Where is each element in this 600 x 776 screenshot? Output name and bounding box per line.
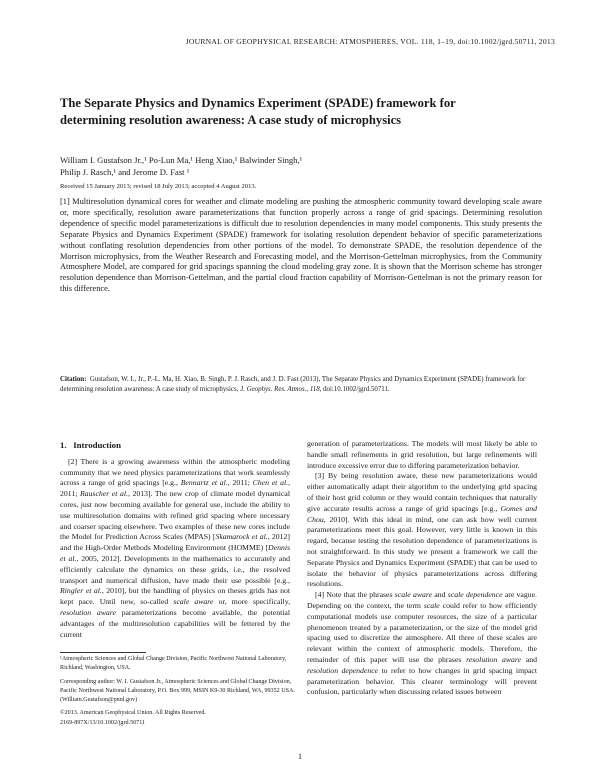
body-text: , 2011; (227, 478, 250, 488)
paragraph-3 (307, 471, 537, 590)
body-text: There is a growing awareness within the atmospheric modeling community that we need physics parameterizations that work seamlessly across a range of grid spacings [e.g., (60, 456, 290, 488)
abstract-text: Multiresolution dynamical cores for weather and climate modeling are pushing the atmospheric community toward developing scale aware or, more specifically, resolution aware parameterizations that function properly across a range of grid spacings. Determining resolution dependence of specific model parameterizations is difficult due to resolution dependencies in many model components. This study presents the Separate Physics and Dynamics Experiment (SPADE) framework for isolating resolution dependent behavior of specific parameterizations without conflating resolution dependencies from other portions of the model. To demonstrate SPADE, the resolution dependence of the Morrison microphysics, from the Weather Research and Forecasting model, and the Morrison-Gettelman microphysics, from the Community Atmosphere Model, are compared for grid spacings spanning the cloud modeling gray zone. It is shown that the Morrison scheme has stronger resolution dependence than Morrison-Gettelman, and the partial cloud fraction capability of Morrison-Gettelman is not the primary reason for this difference. (60, 197, 542, 294)
body-text: , 2010]. With this ideal in mind, one can ask how well current parameterizations meet this goal. However, very little is known in this regard, because testing the resolution dependence of parameterizations is not straightforward. In this study we present a framework we call the Separate Physics and Dynamics Experiment (SPADE) that can be used to isolate the behavior of physics parameterizations across differing resolutions. (307, 514, 537, 589)
body-text: , 2011; (60, 478, 291, 499)
body-text: , 2013]. The new crop of climate model dynamical cores, just now becoming available for general use, include the ability to use multiresolution domains with refined grid spacing where necessary and coarser spacing elsewhere. Two examples of these new cores include the Model for Prediction Across Scales (MPAS) [ (60, 489, 290, 542)
paragraph-2-continued: generation of parameterizations. The models will most likely be able to handle small refinements in grid resolution, but large refinements will introduce excessive error due to differing parameterization behavior. (307, 439, 537, 470)
column-left (60, 440, 290, 640)
footnote-affiliation: ¹Atmospheric Sciences and Global Change Division, Pacific Northwest National Laboratory, Richland, Washington, USA. (60, 656, 287, 672)
body-text: or, more specifically, (218, 597, 291, 607)
authors-line-2: Philip J. Rasch,¹ and Jerome D. Fast ¹ (60, 166, 190, 177)
reference: Bennartz et al. (180, 478, 228, 488)
section-title: Introduction (73, 440, 121, 450)
body-text: Note that the phrases (326, 590, 393, 600)
footnotes (60, 655, 296, 728)
reference: Dennis et al. (60, 543, 290, 563)
footnote-corresponding-author: Corresponding author: W. I. Gustafson Jr., Atmospheric Sciences and Global Change Division, Pacific Northwest National Laboratory, P.O. Box 999, MSIN K9-30 Richland, WA, 99352 USA. (William.Gustafson@pnnl.gov) (60, 678, 295, 704)
received-dates: Received 15 January 2013; revised 18 July 2013; accepted 4 August 2013. (60, 183, 257, 190)
reference: Chen et al. (252, 478, 289, 488)
body-text: are vague. Depending on the context, the term (307, 590, 537, 610)
abstract (60, 197, 542, 295)
citation-label: Citation: (60, 376, 87, 383)
section-number: 1. (60, 440, 67, 450)
body-text: parameterizations become available, the potential advantages of the multiresolution capabilities will be fettered by the current (60, 607, 291, 639)
author-list (60, 155, 540, 178)
paragraph-marker: [1] (60, 197, 70, 206)
paragraph-marker: [3] (315, 471, 325, 481)
reference: Gomes and Chou (307, 503, 537, 524)
citation-journal: J. Geophys. Res. Atmos., 118, (240, 386, 322, 394)
paragraph-marker: [2] (68, 456, 78, 466)
footnote-rule (60, 652, 146, 653)
citation-text: Gustafson, W. I., Jr., P.-L. Ma, H. Xiao, B. Singh, P. J. Rasch, and J. D. Fast (2013), The Separate Physics and Dynamics Experiment (SPADE) framework for determining resolution awareness: A case study of microphysics, (60, 376, 526, 394)
paper-title: The Separate Physics and Dynamics Experiment (SPADE) framework for determining resolution awareness: A case study of microphysics (60, 96, 456, 127)
authors-line-1: William I. Gustafson Jr.,¹ Po-Lun Ma,¹ Heng Xiao,¹ Balwinder Singh,¹ (60, 155, 303, 165)
body-text: By being resolution aware, these new parameterizations would either automatically adapt their algorithm to the underlying grid spacing of their host grid column or they would contain techniques that naturally give accurate results across a range of grid spacings [e.g., (307, 471, 537, 513)
body-text: , 2010], but the handling of physics on theses grids has not kept pace. Until new, so-called (60, 586, 290, 607)
body-text: , 2012] and the High-Order Methods Modeling Environment (HOMME) [ (60, 532, 290, 553)
body-text: , 2005, 2012]. Developments in the mathematics to accurately and efficiently calculate the dynamics on these grids, i.e., the resolved transport and numerical diffusion, have made their use possible [e.g., (60, 553, 290, 585)
page-number: 1 (298, 752, 302, 761)
body-text: could refer to how efficiently computational models use computer resources, the size of a particular phenomenon treated by a parameterization, or the size of the model grid spacing used to discretize the atmosphere. All three of these scales are relevant within the context of atmospheric models. Therefore, the remainder of this paper will use the phrases (307, 600, 538, 664)
paragraph-marker: [4] (315, 590, 325, 600)
paragraph-4 (307, 590, 537, 698)
emphasis: resolution dependence (307, 665, 379, 675)
emphasis: resolution aware (60, 607, 116, 617)
journal-header: JOURNAL OF GEOPHYSICAL RESEARCH: ATMOSPHERES, VOL. 118, 1–19, doi:10.1002/jgrd.50711, 2013 (185, 37, 555, 46)
footnote-issn: 2169-897X/13/10.1002/jgrd.50711 (60, 719, 146, 726)
column-right (307, 439, 537, 698)
emphasis: resolution aware (466, 654, 522, 664)
reference: Ringler et al. (60, 586, 102, 596)
body-text: and (525, 654, 537, 664)
emphasis: scale dependence (447, 590, 503, 600)
emphasis: scale (423, 600, 440, 610)
emphasis: scale aware (394, 590, 433, 600)
reference: Rauscher et al. (79, 489, 128, 499)
footnote-copyright: ©2013. American Geophysical Union. All Rights Reserved. (60, 710, 206, 717)
citation (60, 375, 546, 396)
body-text: to refer to how changes in grid spacing impact parameterization behavior. This clearer terminology will prevent confusion, particularly when discussing related issues between (307, 665, 538, 697)
reference: Skamarock et al. (215, 532, 268, 542)
citation-doi: doi:10.1002/jgrd.50711. (323, 386, 390, 394)
body-text: and (434, 590, 446, 600)
paragraph-2 (60, 457, 290, 641)
emphasis: scale aware (173, 597, 214, 607)
section-heading (60, 440, 290, 451)
